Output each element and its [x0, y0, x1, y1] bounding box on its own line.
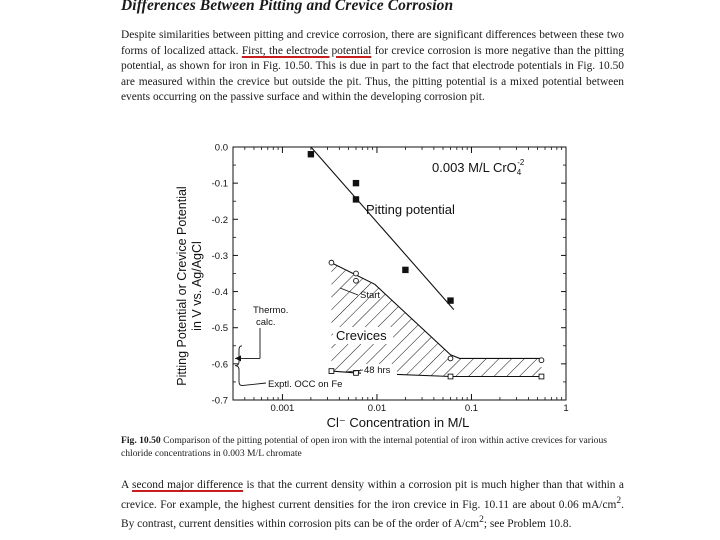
start-point — [329, 260, 334, 265]
exptl-label: Exptl. OCC on Fe — [268, 379, 343, 390]
start-label: Start — [360, 290, 381, 301]
thermo-label-line1: Thermo. — [253, 305, 289, 316]
paragraph-1-highlight: First, the electrode potential — [241, 44, 372, 57]
paragraph-2 — [121, 478, 624, 532]
paragraph-2-highlight: second major difference — [132, 479, 244, 491]
thermo-arrowhead — [235, 355, 241, 361]
x-tick-label: 1 — [563, 403, 569, 414]
pitting-point — [447, 297, 453, 303]
paragraph-2-sup-2: 2 — [479, 514, 484, 525]
paragraph-1 — [121, 28, 624, 106]
start-point — [539, 358, 544, 363]
paragraph-2-text-d: ; see Problem 10.8. — [483, 517, 572, 530]
figure-caption — [121, 435, 624, 460]
paragraph-1-text-b: for crevice corrosion is more negative than the pitting potential, as shown for iron in Fig. 10.50. This is due in part to the fact that electrode potentials in Fig. 10.50 are measured within the crevice but outside the pit. Thus, the pitting potential is a mixed potential between events occurring on the passive surface and within the developing corrosion pit. — [121, 44, 624, 104]
y-tick-label: -0.5 — [211, 323, 228, 335]
condition-label — [432, 158, 525, 177]
paragraph-1-text-a: Despite similarities between pitting and crevice corrosion, there are significant differences between these two forms of localized attack. — [121, 29, 624, 57]
condition-label-main: 0.003 M/L CrO — [432, 160, 517, 175]
exptl-pointer — [242, 383, 266, 386]
y-tick-label: -0.7 — [211, 395, 228, 407]
potential-chart — [170, 140, 610, 430]
crevices-label: Crevices — [336, 328, 387, 343]
48hrs-point — [539, 374, 544, 379]
pitting-point — [353, 196, 359, 202]
y-tick-label: 0.0 — [214, 142, 228, 154]
exptl-occ-brace — [235, 346, 242, 386]
y-tick-label: -0.6 — [211, 359, 228, 371]
thermo-label-line2: calc. — [256, 317, 276, 328]
start-point — [354, 271, 359, 276]
48hrs-point — [329, 369, 334, 374]
condition-label-sup: -2 — [517, 158, 525, 167]
start-point — [354, 278, 359, 283]
x-axis-title: Cl⁻ Concentration in M/L — [326, 415, 470, 430]
x-tick-label: 0.001 — [270, 403, 295, 414]
x-tick-label: 0.01 — [367, 403, 387, 414]
pitting-point — [353, 180, 359, 186]
pitting-point — [308, 151, 314, 157]
y-tick-label: -0.3 — [211, 250, 228, 262]
y-axis-title-line1: Pitting Potential or Crevice Potential — [175, 186, 189, 386]
paragraph-2-sup-1: 2 — [616, 495, 622, 506]
y-tick-label: -0.1 — [211, 178, 228, 190]
figure-caption-text: Comparison of the pitting potential of open iron with the internal potential of iron within active crevices for various chloride concentrations in 0.003 M/L chromate — [121, 435, 607, 459]
y-axis-title-line2: in V vs. Ag/AgCl — [190, 241, 204, 331]
reference-markers — [235, 328, 266, 386]
paragraph-2-text-a: A — [121, 479, 133, 491]
paragraph-2-text-b: is that the current density within a corrosion pit is much higher than that within a crevice. For example, the highest current densities for the iron crevice in Fig. 10.11 are about 0.06 mA/cm — [121, 479, 624, 511]
paragraph-2-text-c: . By contrast, current densities within corrosion pits can be of the order of A/cm — [121, 498, 624, 530]
hrs48-label: 48 hrs — [364, 365, 391, 376]
figure-label: Fig. 10.50 — [121, 435, 161, 446]
y-tick-label: -0.2 — [211, 214, 228, 226]
pitting-point — [402, 267, 408, 273]
start-point — [448, 356, 453, 361]
x-tick-label: 0.1 — [464, 403, 479, 414]
48hrs-point — [448, 374, 453, 379]
condition-label-sub: 4 — [516, 168, 522, 177]
plot-area — [308, 147, 544, 379]
y-tick-label: -0.4 — [211, 287, 228, 299]
pitting-potential-label: Pitting potential — [366, 202, 455, 217]
crevice-hatched-region — [331, 263, 541, 377]
section-heading: Differences Between Pitting and Crevice Corrosion — [121, 0, 454, 14]
